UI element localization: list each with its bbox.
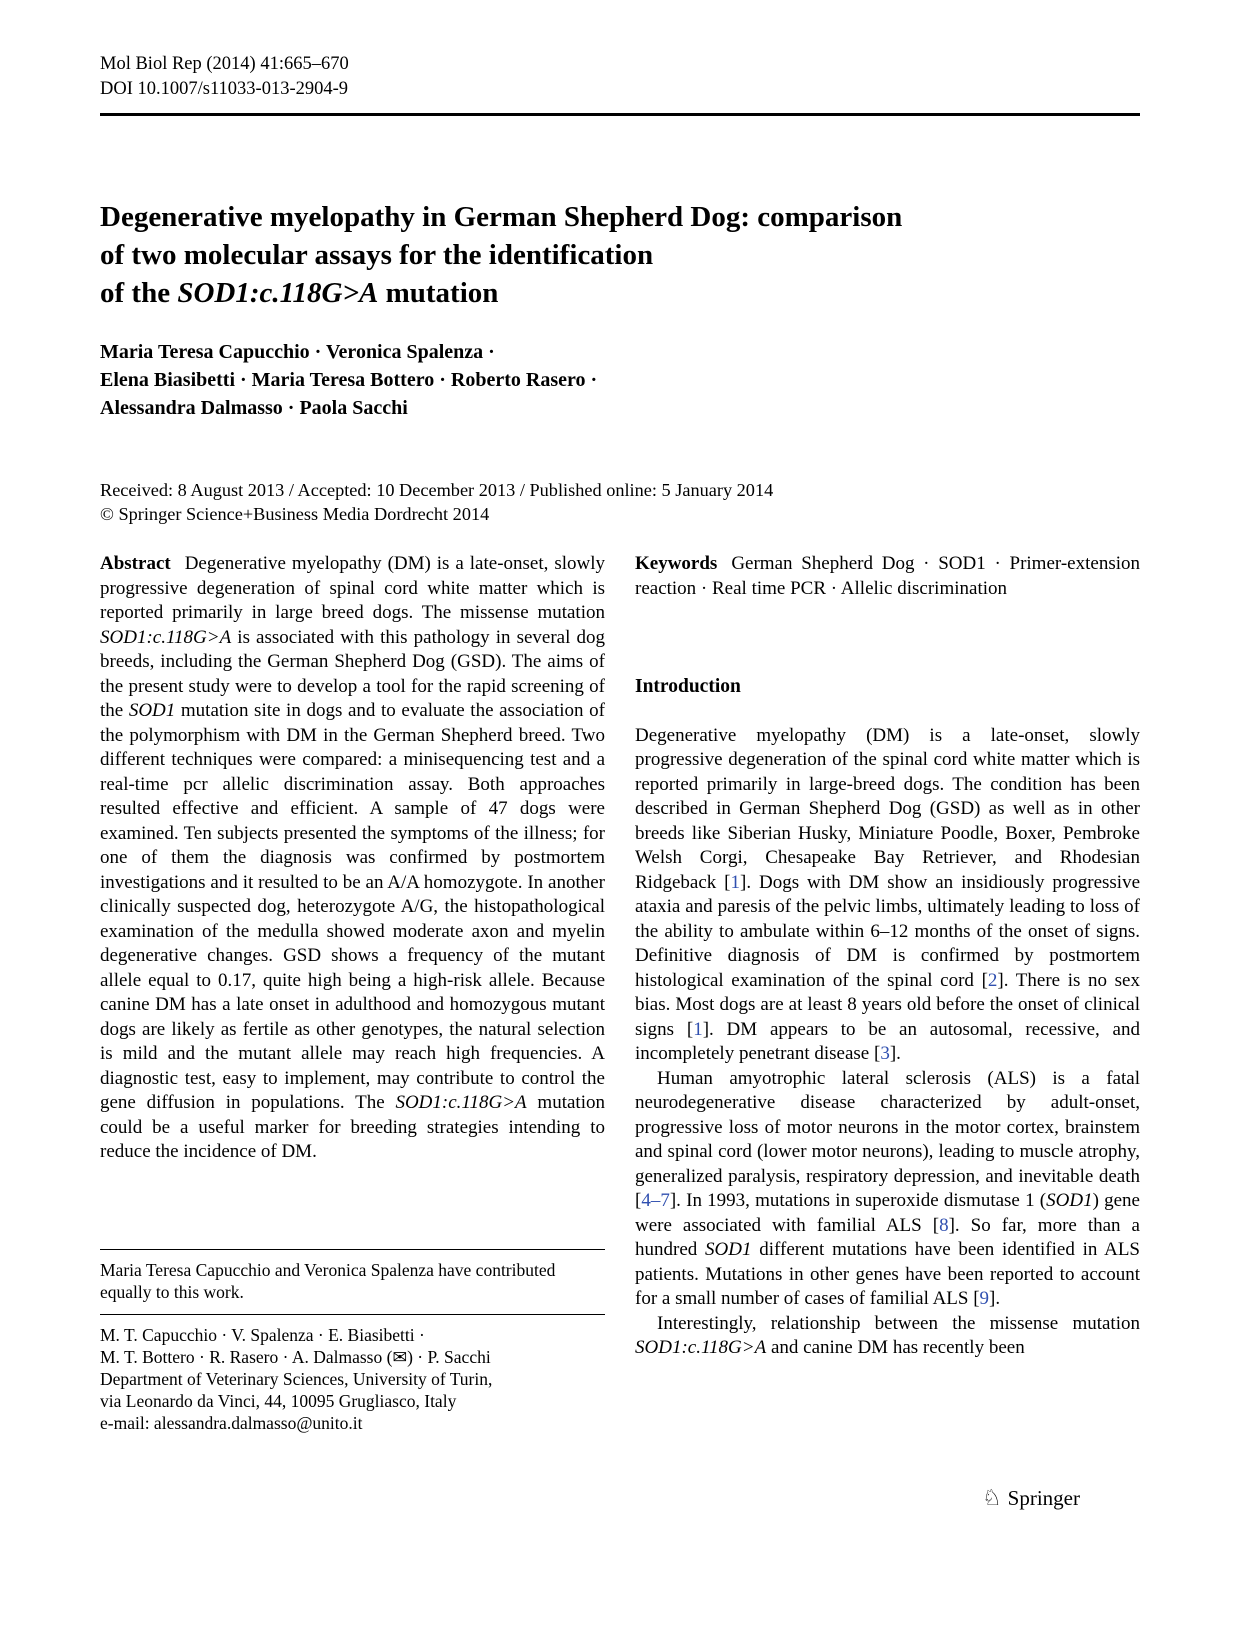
text-segment: SOD1:c.118G>A: [635, 1337, 767, 1358]
journal-citation: Mol Biol Rep (2014) 41:665–670: [100, 54, 349, 74]
email-link[interactable]: e-mail: alessandra.dalmasso@unito.it: [100, 1413, 363, 1433]
text-segment: ]. There is no sex bias. Most dogs are at least 8 years old before the onset of clinical signs [: [635, 969, 1140, 1040]
text-segment: SOD1: [128, 700, 176, 721]
text-segment: mutation site in dogs and to evaluate the association of the polymorphism with DM in the German Shepherd breed. Two different techniques were compared: a minisequencing test and a real-time pcr allelic discrimination assay. Both approaches resulted effective and efficient. A sample of 47 dogs were examined. Ten subjects presented the symptoms of the illness; for one of them the diagnosis was confirmed by postmortem investigations and it resulted to be an A/A homozygote. In another clinically suspected dog, heterozygote A/G, the histopathological examination of the medulla showed moderate axon and myelin degenerative changes. GSD shows a frequency of the mutant allele equal to 0.17, quite high being a high-risk allele. Because canine DM has a late onset in adulthood and homozygous mutant dogs are likely as fertile as other genotypes, the natural selection is mild and the mutant allele may reach high frequencies. A diagnostic test, easy to implement, may contribute to control the gene diffusion in populations. The: [100, 700, 605, 1113]
text-segment: SOD1: [1046, 1190, 1093, 1211]
citation-link[interactable]: 1: [730, 871, 740, 893]
citation-link[interactable]: 2: [987, 969, 998, 991]
left-column: [100, 552, 605, 1434]
footnote-rule-top: [100, 1249, 605, 1250]
text-segment: of the: [100, 277, 178, 309]
springer-knight-icon: ♘: [981, 1485, 1002, 1511]
text-segment: Degenerative myelopathy (DM) is a late-onset, slowly progressive degeneration of the spinal cord white matter which is reported primarily in large-breed dogs. The condition has been described in German Shepherd Dog (GSD) as well as in other breeds like Siberian Husky, Miniature Poodle, Boxer, Pembroke Welsh Corgi, Chesapeake Bay Retriever, and Rhodesian Ridgeback [: [635, 724, 1140, 893]
text-segment: mutation could be a useful marker for breeding strategies intending to reduce the incidence of DM.: [100, 1092, 605, 1162]
text-segment: and canine DM has recently been: [766, 1337, 1025, 1358]
text-segment: Degenerative myelopathy in German Shepherd Dog: comparison: [100, 201, 903, 233]
text-segment: ]. Dogs with DM show an insidiously progressive ataxia and paresis of the pelvic limbs, ultimately leading to loss of the ability to ambulate within 6–12 months of the onset of signs. Definitive diagnosis of DM is confirmed by postmortem histological examination of the spinal cord [: [635, 871, 1140, 991]
text-segment: ]. DM appears to be an autosomal, recessive, and incompletely penetrant disease [: [635, 1018, 1140, 1064]
footnote-block: [100, 1249, 605, 1434]
equal-contribution-note: Maria Teresa Capucchio and Veronica Spalenza have contributed equally to this work.: [100, 1260, 556, 1302]
text-segment: ]. In 1993, mutations in superoxide dismutase 1 (: [669, 1190, 1047, 1211]
intro-paragraph-3: [635, 1312, 1140, 1361]
text-segment: SOD1:c.118G>A: [100, 626, 232, 648]
citation-link[interactable]: 1: [693, 1018, 703, 1040]
two-column-body: [100, 552, 1140, 1434]
copyright-line: © Springer Science+Business Media Dordrecht 2014: [100, 504, 490, 524]
author-list: [100, 338, 1140, 422]
text-segment: of two molecular assays for the identification: [100, 239, 654, 271]
right-column: [635, 552, 1140, 1434]
affiliation-authors-line-1: M. T. Capucchio · V. Spalenza · E. Biasibetti ·: [100, 1325, 425, 1345]
text-segment: Keywords: [635, 553, 718, 574]
text-segment: different mutations have been identified in ALS patients. Mutations in other genes have been reported to account for a small number of cases of familial ALS [: [635, 1239, 1140, 1309]
text-segment: Maria Teresa Capucchio · Veronica Spalenza ·: [100, 341, 495, 363]
affiliation-department: Department of Veterinary Sciences, University of Turin,: [100, 1369, 493, 1389]
text-segment: Abstract: [100, 553, 171, 574]
intro-paragraph-1: [635, 724, 1140, 1067]
doi-line: DOI 10.1007/s11033-013-2904-9: [100, 79, 349, 99]
abstract-paragraph: [100, 552, 605, 1165]
text-segment: SOD1:c.118G>A: [395, 1092, 527, 1113]
footnote-rule-bottom: [100, 1314, 605, 1315]
citation-link[interactable]: 3: [880, 1043, 890, 1064]
received-accepted-line: Received: 8 August 2013 / Accepted: 10 December 2013 / Published online: 5 January 2014: [100, 480, 774, 500]
text-segment: SOD1:c.118G>A: [177, 277, 379, 309]
intro-paragraph-2: [635, 1067, 1140, 1312]
text-segment: ].: [889, 1043, 901, 1064]
author-affiliation-block: [100, 1324, 605, 1434]
text-segment: Degenerative myelopathy (DM) is a late-onset, slowly progressive degeneration of spinal cord white matter which is reported primarily in large breed dogs. The missense mutation: [100, 553, 605, 623]
text-segment: mutation: [378, 277, 499, 309]
journal-header: [100, 52, 349, 102]
text-segment: Interestingly, relationship between the missense mutation: [657, 1312, 1140, 1334]
springer-wordmark: Springer: [1007, 1486, 1080, 1510]
section-heading-introduction: Introduction: [635, 676, 741, 697]
article-title: [100, 198, 1140, 312]
affiliation-street-address: via Leonardo da Vinci, 44, 10095 Grugliasco, Italy: [100, 1391, 457, 1411]
article-history: [100, 478, 773, 526]
text-segment: German Shepherd Dog · SOD1 · Primer-extension reaction · Real time PCR · Allelic discrimination: [635, 553, 1140, 599]
text-segment: ) gene were associated with familial ALS [: [635, 1190, 1140, 1236]
text-segment: Human amyotrophic lateral sclerosis (ALS) is a fatal neurodegenerative disease characterized by adult-onset, progressive loss of motor neurons in the motor cortex, brainstem and spinal cord (lower motor neurons), leading to muscle atrophy, generalized paralysis, respiratory depression, and inevitable death [: [635, 1067, 1140, 1211]
text-segment: SOD1: [705, 1239, 752, 1260]
text-segment: ].: [989, 1288, 1001, 1309]
keywords-paragraph: [635, 552, 1140, 601]
citation-link[interactable]: 8: [939, 1214, 949, 1236]
text-segment: Elena Biasibetti · Maria Teresa Bottero · Roberto Rasero ·: [100, 369, 598, 391]
page-content: [100, 0, 1140, 1648]
text-segment: ]. So far, more than a hundred: [635, 1214, 1140, 1260]
affiliation-authors-line-2: M. T. Bottero · R. Rasero · A. Dalmasso (✉) · P. Sacchi: [100, 1347, 491, 1367]
header-rule: [100, 113, 1140, 116]
citation-link[interactable]: 9: [979, 1288, 990, 1309]
citation-link[interactable]: 4–7: [641, 1190, 670, 1211]
springer-logo: [982, 1486, 1080, 1511]
text-segment: Alessandra Dalmasso · Paola Sacchi: [100, 397, 408, 419]
text-segment: is associated with this pathology in several dog breeds, including the German Shepherd Dog (GSD). The aims of the present study were to develop a tool for the rapid screening of the: [100, 626, 605, 721]
